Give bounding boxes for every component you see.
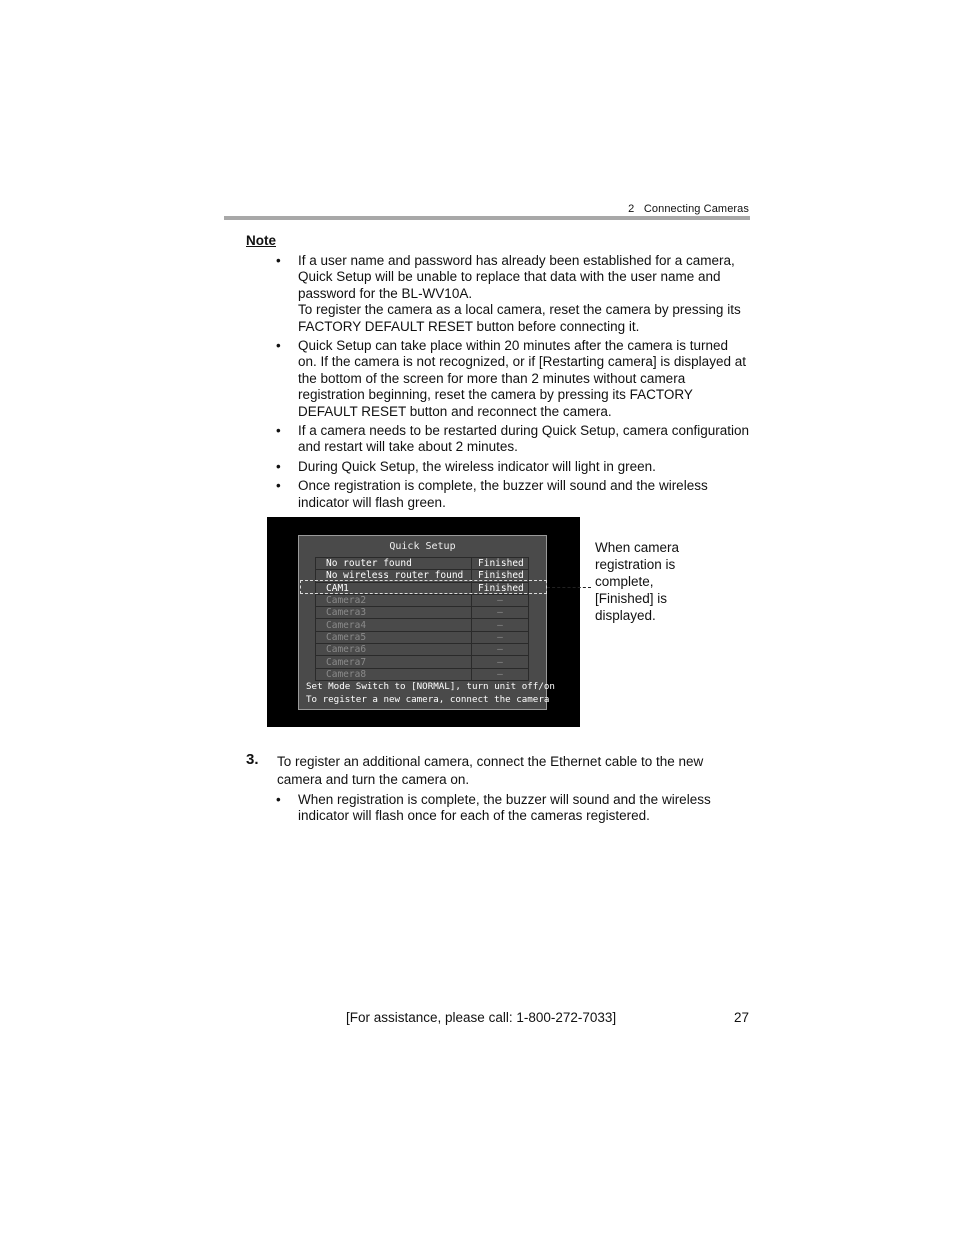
row-status: Finished	[472, 570, 529, 582]
note-bullet	[274, 338, 750, 420]
row-status: –	[472, 594, 529, 606]
row-status: Finished	[472, 558, 529, 570]
row-name: Camera2	[316, 594, 472, 606]
running-header	[628, 203, 749, 215]
bullet-dot: •	[276, 338, 281, 354]
row-status: –	[472, 607, 529, 619]
bullet-dot: •	[276, 423, 281, 439]
status-table	[315, 557, 529, 681]
note-bullet	[274, 478, 750, 511]
assistance-footer: [For assistance, please call: 1-800-272-7033]	[346, 1010, 617, 1025]
header-rule	[224, 216, 750, 220]
bullet-dot: •	[276, 253, 281, 268]
note-bullet-text: Once registration is complete, the buzzer will sound and the wireless indicator will flash green.	[298, 478, 708, 510]
panel-footer-line: Set Mode Switch to [NORMAL], turn unit off/on	[306, 681, 555, 692]
row-status: –	[472, 631, 529, 643]
row-status: Finished	[472, 582, 529, 594]
chapter-number: 2	[628, 203, 635, 215]
row-name: CAM1	[316, 582, 472, 594]
note-bullet-extra: To register the camera as a local camera, reset the camera by pressing its FACTORY DEFAULT RESET button before connecting it.	[298, 302, 741, 334]
table-row	[316, 668, 529, 680]
step-number: 3.	[246, 751, 259, 768]
table-row	[316, 619, 529, 631]
quick-setup-screenshot	[267, 517, 580, 727]
note-bullet	[274, 459, 750, 475]
row-name: Camera8	[316, 668, 472, 680]
note-bullet-text: If a user name and password has already been established for a camera, Quick Setup will be unable to replace that data with the user name and password for the BL-WV10A.	[298, 253, 735, 301]
table-row	[316, 558, 529, 570]
row-name: No wireless router found	[316, 570, 472, 582]
bullet-dot: •	[276, 478, 281, 494]
row-name: Camera7	[316, 656, 472, 668]
note-bullet	[274, 423, 750, 456]
panel-footer-line: To register a new camera, connect the camera	[306, 693, 550, 705]
step-bullet-list	[274, 792, 750, 828]
step-bullet-text: When registration is complete, the buzzer will sound and the wireless indicator will flash once for each of the cameras registered.	[298, 792, 711, 824]
quick-setup-panel	[298, 535, 555, 710]
bullet-dot: •	[276, 792, 281, 807]
note-bullet-list	[274, 253, 750, 514]
table-row	[316, 644, 529, 656]
row-status: –	[472, 644, 529, 656]
note-bullet-text: During Quick Setup, the wireless indicator will light in green.	[298, 458, 656, 474]
panel-footer	[306, 681, 555, 706]
table-row	[316, 631, 529, 643]
row-status: –	[472, 656, 529, 668]
callout-text: When camera registration is complete, [Finished] is displayed.	[595, 540, 680, 623]
row-name: Camera3	[316, 607, 472, 619]
panel-title: Quick Setup	[389, 541, 456, 552]
note-bullet	[274, 253, 750, 335]
step-bullet	[274, 792, 750, 825]
row-status: –	[472, 619, 529, 631]
row-name: Camera4	[316, 619, 472, 631]
row-status: –	[472, 668, 529, 680]
row-name: Camera6	[316, 644, 472, 656]
table-row	[316, 656, 529, 668]
callout-leader-line	[547, 587, 591, 588]
page-number: 27	[733, 1010, 749, 1025]
bullet-dot: •	[276, 458, 281, 474]
cam1-highlight-box	[300, 580, 547, 594]
table-row	[316, 607, 529, 619]
note-heading: Note	[246, 233, 276, 248]
note-bullet-text: If a camera needs to be restarted during Quick Setup, camera configuration and restart will take about 2 minutes.	[298, 423, 749, 455]
row-name: No router found	[316, 558, 472, 570]
note-bullet-text: Quick Setup can take place within 20 minutes after the camera is turned on. If the camera is not recognized, or if [Restarting camera] is displayed at the bottom of the screen for more than 2 minutes without camera registration beginning, reset the camera by pressing its FACTORY DEFAULT RESET button and reconnect the camera.	[298, 338, 746, 419]
step-text: To register an additional camera, connect the Ethernet cable to the new camera and turn the camera on.	[277, 754, 704, 787]
table-row	[316, 594, 529, 606]
chapter-title: Connecting Cameras	[643, 203, 749, 215]
row-name: Camera5	[316, 631, 472, 643]
